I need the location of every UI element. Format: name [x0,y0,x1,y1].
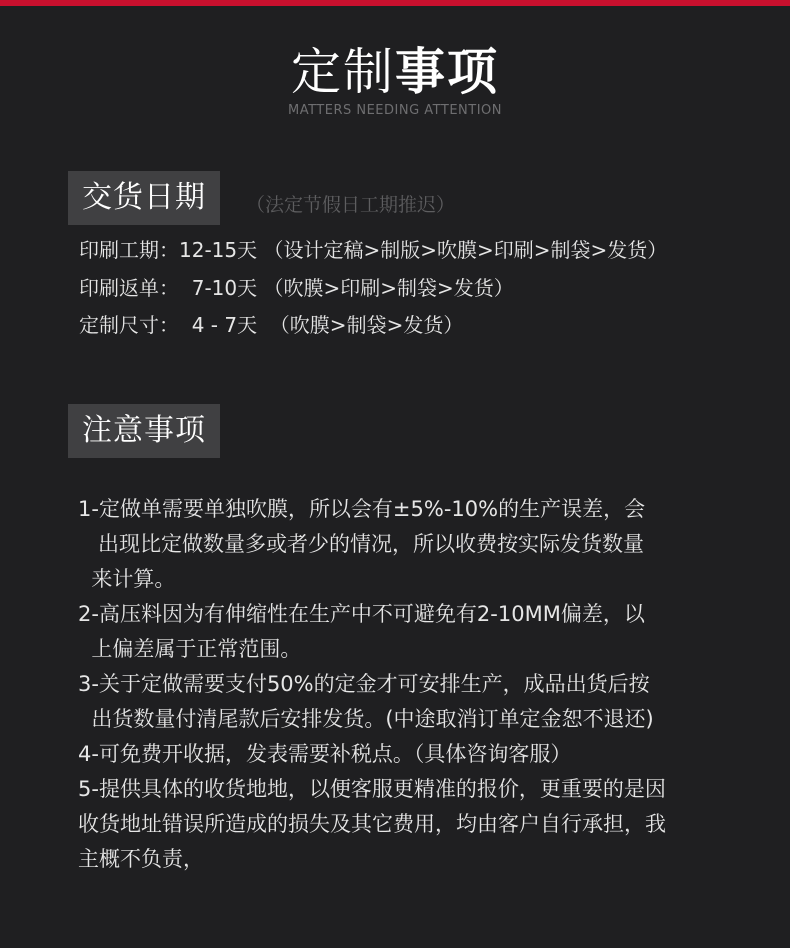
title-light-part: 定制 [291,43,395,101]
delivery-holiday-note: （法定节假日工期推迟） [246,194,456,216]
notice-line: 收货地址错误所造成的损失及其它费用，均由客户自行承担，我 [78,812,666,836]
notice-section-tag: 注意事项 [68,404,220,458]
page-title [0,42,790,102]
notice-line: 出现比定做数量多或者少的情况，所以收费按实际发货数量 [78,532,645,556]
notice-line: 5-提供具体的收货地地，以便客服更精准的报价，更重要的是因 [78,777,666,801]
notice-line: 上偏差属于正常范围。 [78,637,302,661]
delivery-line-reorder: 印刷返单： 7-10天 （吹膜>印刷>制袋>发货） [79,276,514,300]
notice-line: 2-高压料因为有伸缩性在生产中不可避免有2-10MM偏差，以 [78,602,645,626]
page-subtitle: MATTERS NEEDING ATTENTION [287,103,503,118]
delivery-line-custom-size: 定制尺寸： 4 - 7天 （吹膜>制袋>发货） [79,313,464,337]
top-accent-bar [0,0,790,6]
delivery-section-tag: 交货日期 [68,171,220,225]
notice-line: 4-可免费开收据，发表需要补税点。（具体咨询客服） [78,742,572,766]
notice-line: 3-关于定做需要支付50%的定金才可安排生产，成品出货后按 [78,672,650,696]
delivery-line-print-time: 印刷工期：12-15天 （设计定稿>制版>吹膜>印刷>制袋>发货） [79,238,668,262]
title-bold-part: 事项 [395,43,499,101]
notice-line: 1-定做单需要单独吹膜，所以会有±5%-10%的生产误差，会 [78,497,646,521]
notice-line: 出货数量付清尾款后安排发货。(中途取消订单定金恕不退还) [78,707,654,731]
notice-line: 主概不负责， [78,847,204,871]
notice-line: 来计算。 [78,567,176,591]
